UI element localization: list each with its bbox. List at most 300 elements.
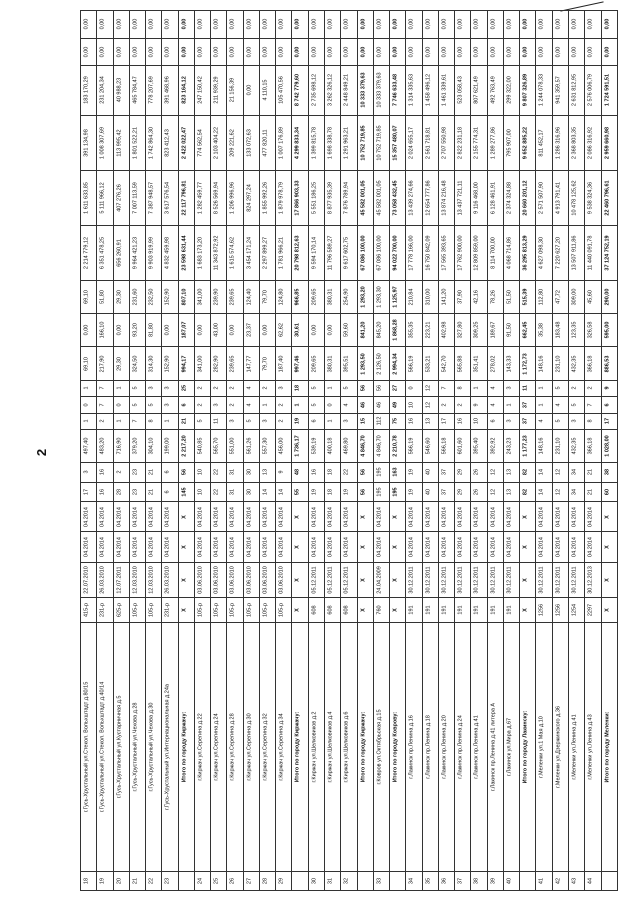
- total-cell: [357, 623, 373, 871]
- cell-text: 124,80: [278, 288, 285, 306]
- cell-text: 11: [213, 418, 220, 425]
- cell-text: 841,20: [359, 322, 366, 339]
- cell-text: 0,00: [359, 18, 366, 30]
- cell-text: 209,65: [310, 288, 317, 306]
- cell-text: 5: [245, 419, 252, 423]
- table-cell: [146, 598, 162, 623]
- total-cell: [601, 314, 618, 347]
- table-cell: [471, 115, 487, 170]
- table-cell: [585, 413, 601, 430]
- cell-text: г.Ковров ул.Октябрьская д.15: [376, 709, 383, 785]
- cell-text: 278,02: [489, 355, 496, 372]
- cell-text: 662,45: [522, 322, 529, 339]
- cell-text: 3 617 576,54: [164, 181, 171, 215]
- table-cell: [373, 871, 389, 890]
- table-cell: [113, 598, 129, 623]
- cell-text: 3: [262, 419, 269, 423]
- table-cell: [113, 463, 129, 482]
- table-cell: [308, 314, 324, 347]
- cell-text: 30.12.2011: [538, 566, 545, 594]
- cell-text: 04.2014: [489, 536, 496, 557]
- table-cell: [227, 482, 243, 501]
- cell-text: 40: [424, 469, 431, 476]
- cell-text: 811 452,17: [538, 129, 545, 157]
- cell-text: г.Киржач ул.Серегина д.30: [245, 713, 252, 781]
- table-cell: [227, 413, 243, 430]
- cell-text: 0,00: [489, 46, 496, 58]
- cell-text: г.Меленки ул.Ленина д.41: [571, 714, 578, 780]
- cell-text: 231,10: [554, 355, 561, 372]
- cell-text: 565,70: [213, 437, 220, 455]
- cell-text: 608: [310, 605, 317, 615]
- cell-text: 0: [83, 403, 90, 407]
- table-cell: [422, 226, 438, 281]
- total-cell: [178, 281, 194, 314]
- cell-text: 105-р: [229, 603, 236, 618]
- cell-text: 04.2014: [441, 536, 448, 557]
- table-cell: [146, 380, 162, 397]
- total-cell: [178, 871, 194, 890]
- cell-text: 17 866 903,33: [294, 180, 301, 216]
- cell-text: 9 594 170,14: [310, 237, 317, 270]
- table-cell: [536, 623, 552, 871]
- cell-text: 1: [473, 386, 480, 390]
- table-cell: [585, 463, 601, 482]
- table-cell: [406, 482, 422, 501]
- table-cell: [113, 501, 129, 531]
- table-cell: [341, 562, 357, 598]
- table-cell: [568, 170, 584, 225]
- cell-text: 13 439 274,66: [408, 180, 415, 216]
- total-cell: [292, 170, 308, 225]
- cell-text: 282,90: [213, 355, 220, 372]
- cell-text: 395,40: [473, 437, 480, 455]
- cell-text: 1 698 338,78: [327, 126, 334, 159]
- table-cell: [455, 623, 471, 871]
- cell-text: 254,90: [343, 288, 350, 306]
- table-cell: [406, 623, 422, 871]
- cell-text: 05.12.2011: [327, 566, 334, 594]
- cell-text: 0,00: [229, 325, 236, 336]
- cell-text: X: [603, 545, 610, 549]
- cell-text: 5 111 966,12: [99, 182, 106, 214]
- cell-text: 04.2014: [376, 506, 383, 527]
- cell-text: 79,70: [262, 356, 269, 371]
- table-cell: [422, 115, 438, 170]
- cell-text: 04.2014: [262, 536, 269, 557]
- total-cell: [520, 532, 536, 562]
- cell-text: 0,00: [294, 46, 301, 58]
- table-cell: [113, 623, 129, 871]
- cell-text: 4: [489, 403, 496, 407]
- table-cell: [536, 281, 552, 314]
- table-cell: [243, 482, 259, 501]
- total-cell: [601, 413, 618, 430]
- table-cell: [536, 314, 552, 347]
- total-cell: [520, 347, 536, 380]
- table-cell: [211, 314, 227, 347]
- table-cell: [259, 226, 275, 281]
- cell-text: 04.2014: [343, 506, 350, 527]
- table-cell: [97, 501, 113, 531]
- total-cell: [601, 397, 618, 414]
- cell-text: 04.2014: [473, 506, 480, 527]
- table-cell: [341, 482, 357, 501]
- cell-text: 7: [99, 386, 106, 390]
- total-cell: [292, 463, 308, 482]
- cell-text: 2 086 316,92: [587, 126, 594, 159]
- table-cell: [471, 226, 487, 281]
- cell-text: 456,00: [278, 437, 285, 455]
- table-cell: [243, 413, 259, 430]
- total-cell: [601, 501, 618, 531]
- cell-text: X: [603, 608, 610, 613]
- table-cell: [487, 115, 503, 170]
- cell-text: 105-р: [278, 603, 285, 618]
- cell-text: 9 807 326,89: [522, 74, 529, 107]
- field-row-8: [81, 430, 618, 463]
- cell-text: Итого по городу Лакинску:: [522, 710, 529, 784]
- table-cell: [373, 623, 389, 871]
- cell-text: 04.2014: [506, 536, 513, 557]
- table-cell: [259, 170, 275, 225]
- cell-text: 1: [115, 419, 122, 423]
- cell-text: 247 150,42: [197, 76, 204, 105]
- cell-text: 4: [245, 386, 252, 390]
- cell-text: 04.2014: [489, 506, 496, 527]
- table-cell: [211, 115, 227, 170]
- cell-text: 62,62: [278, 323, 285, 338]
- cell-text: 4 846,70: [359, 435, 366, 457]
- cell-text: 469,80: [343, 437, 350, 455]
- table-cell: [276, 623, 292, 871]
- cell-text: 22 460 796,61: [603, 180, 610, 216]
- cell-text: 0,00: [278, 18, 285, 30]
- cell-text: 143,33: [506, 355, 513, 372]
- cell-text: 04.2014: [554, 536, 561, 557]
- cell-text: 82: [522, 469, 529, 476]
- cell-text: 78,26: [489, 290, 496, 305]
- cell-text: 465 784,47: [132, 76, 139, 105]
- cell-text: 04.2014: [83, 536, 90, 557]
- table-cell: [568, 347, 584, 380]
- cell-text: 16: [99, 469, 106, 476]
- table-cell: [129, 11, 145, 39]
- cell-text: 561,26: [245, 437, 252, 455]
- total-cell: [601, 281, 618, 314]
- cell-text: 0,00: [392, 46, 399, 58]
- table-cell: [81, 11, 97, 39]
- cell-text: 04.2014: [473, 536, 480, 557]
- total-cell: [292, 66, 308, 116]
- total-cell: [390, 11, 406, 39]
- table-cell: [194, 380, 210, 397]
- table-cell: [113, 482, 129, 501]
- cell-text: X: [603, 578, 610, 582]
- table-cell: [211, 170, 227, 225]
- cell-text: 2: [197, 386, 204, 390]
- total-cell: [520, 623, 536, 871]
- table-cell: [227, 380, 243, 397]
- table-cell: [422, 38, 438, 66]
- table-cell: [568, 598, 584, 623]
- table-cell: [162, 532, 178, 562]
- cell-text: 239,65: [229, 355, 236, 372]
- cell-text: 31: [229, 488, 236, 495]
- cell-text: 540,85: [197, 437, 204, 455]
- table-cell: [324, 397, 340, 414]
- cell-text: 7 876 789,94: [343, 181, 350, 215]
- cell-text: 0,00: [180, 18, 187, 30]
- total-cell: [357, 413, 373, 430]
- total-cell: [520, 562, 536, 598]
- cell-text: 566,19: [408, 355, 415, 372]
- table-cell: [455, 170, 471, 225]
- cell-text: 0,00: [229, 46, 236, 58]
- table-cell: [487, 347, 503, 380]
- table-cell: [129, 66, 145, 116]
- table-cell: [585, 347, 601, 380]
- cell-text: 0,00: [538, 18, 545, 30]
- cell-text: 0,00: [571, 46, 578, 58]
- table-cell: [243, 463, 259, 482]
- table-cell: [471, 623, 487, 871]
- cell-text: 26: [229, 877, 236, 884]
- table-cell: [308, 226, 324, 281]
- table-cell: [97, 347, 113, 380]
- table-cell: [276, 380, 292, 397]
- table-cell: [503, 413, 519, 430]
- table-cell: [129, 115, 145, 170]
- total-cell: [357, 281, 373, 314]
- cell-text: 30: [310, 877, 317, 884]
- cell-text: X: [294, 608, 301, 613]
- table-cell: [308, 115, 324, 170]
- table-cell: [129, 226, 145, 281]
- cell-text: 0,00: [213, 18, 220, 30]
- cell-text: 04.2014: [213, 536, 220, 557]
- cell-text: 0,00: [197, 46, 204, 58]
- table-cell: [146, 623, 162, 871]
- table-cell: [113, 115, 129, 170]
- cell-text: X: [392, 608, 399, 613]
- cell-text: 183 170,29: [83, 76, 90, 105]
- table-cell: [308, 871, 324, 890]
- table-cell: [259, 598, 275, 623]
- cell-text: 0,00: [327, 18, 334, 30]
- cell-text: 2 103 404,22: [213, 126, 220, 159]
- table-cell: [227, 397, 243, 414]
- cell-text: 12 654 777,86: [424, 180, 431, 216]
- table-cell: [471, 463, 487, 482]
- table-cell: [324, 380, 340, 397]
- table-cell: [243, 115, 259, 170]
- cell-text: 0,00: [245, 46, 252, 58]
- cell-text: 823 412,43: [164, 129, 171, 157]
- cell-text: 380,31: [327, 355, 334, 372]
- cell-text: 7 220 627,20: [554, 237, 561, 270]
- cell-text: 8 114 700,00: [489, 237, 496, 270]
- table-cell: [324, 430, 340, 463]
- cell-text: 5: [148, 403, 155, 407]
- table-cell: [276, 347, 292, 380]
- total-cell: [601, 115, 618, 170]
- cell-text: 2 448 849,21: [343, 74, 350, 107]
- cell-text: X: [392, 578, 399, 582]
- table-cell: [129, 347, 145, 380]
- cell-text: 10: [197, 469, 204, 476]
- table-cell: [487, 226, 503, 281]
- table-cell: [324, 871, 340, 890]
- table-cell: [406, 347, 422, 380]
- cell-text: 14: [538, 488, 545, 495]
- total-cell: [178, 397, 194, 414]
- cell-text: 29: [457, 488, 464, 495]
- table-cell: [552, 38, 568, 66]
- cell-text: 2 368 803,35: [571, 126, 578, 159]
- cell-text: 5: [343, 386, 350, 390]
- table-cell: [162, 11, 178, 39]
- table-cell: [113, 66, 129, 116]
- cell-text: X: [294, 514, 301, 519]
- cell-text: 1 314 335,63: [408, 74, 415, 107]
- cell-text: 105 470,56: [278, 76, 285, 105]
- cell-text: 43: [571, 877, 578, 884]
- cell-text: 400,18: [327, 437, 334, 455]
- cell-text: 04.2014: [457, 536, 464, 557]
- cell-text: г.Лакинск пр.Ленина д.16: [408, 715, 415, 779]
- cell-text: 51,80: [99, 290, 106, 305]
- field-row-16: [81, 170, 618, 225]
- cell-text: 6: [310, 419, 317, 423]
- table-cell: [503, 463, 519, 482]
- cell-text: 30.12.2011: [571, 566, 578, 594]
- cell-text: 231 204,34: [99, 76, 106, 105]
- cell-text: 8: [148, 419, 155, 423]
- cell-text: 6 351 478,25: [99, 237, 106, 270]
- cell-text: 21: [180, 418, 187, 425]
- table-cell: [308, 413, 324, 430]
- cell-text: 21: [587, 469, 594, 476]
- total-cell: [357, 871, 373, 890]
- table-cell: [146, 562, 162, 598]
- table-cell: [568, 463, 584, 482]
- cell-text: 546,60: [424, 437, 431, 455]
- cell-text: Итого по городу Киржачу:: [180, 711, 187, 783]
- table-cell: [276, 562, 292, 598]
- table-cell: [194, 347, 210, 380]
- table-cell: [552, 281, 568, 314]
- cell-text: 191: [457, 605, 464, 615]
- table-cell: [585, 170, 601, 225]
- table-cell: [585, 482, 601, 501]
- cell-text: 04.2014: [571, 506, 578, 527]
- cell-text: 432,35: [571, 355, 578, 372]
- table-cell: [308, 501, 324, 531]
- cell-text: 366,18: [587, 355, 594, 372]
- cell-text: 4 846,70: [376, 435, 383, 457]
- cell-text: 4: [343, 403, 350, 407]
- table-cell: [194, 871, 210, 890]
- cell-text: Итого по городу Киржачу:: [359, 711, 366, 783]
- cell-text: 0,00: [83, 46, 90, 58]
- cell-text: 26.03.2010: [164, 566, 171, 594]
- cell-text: 35,38: [538, 323, 545, 338]
- cell-text: 67 086 100,00: [359, 235, 366, 271]
- cell-text: 30.12.2011: [457, 566, 464, 594]
- cell-text: 1 742 864,30: [148, 126, 155, 159]
- total-cell: [292, 532, 308, 562]
- table-cell: [259, 562, 275, 598]
- cell-text: 148,16: [538, 355, 545, 372]
- table-cell: [438, 226, 454, 281]
- cell-text: 209,65: [310, 355, 317, 372]
- cell-text: 26: [473, 469, 480, 476]
- field-row-10: [81, 397, 618, 414]
- cell-text: г.Киржач ул.Серегина д.24: [213, 713, 220, 781]
- total-cell: [390, 532, 406, 562]
- total-cell: [178, 532, 194, 562]
- cell-text: 18: [83, 877, 90, 884]
- cell-text: 56: [180, 469, 187, 476]
- cell-text: 2 210,78: [392, 435, 399, 457]
- cell-text: 12.03.2010: [132, 566, 139, 594]
- cell-text: 0,00: [310, 18, 317, 30]
- cell-text: X: [603, 514, 610, 519]
- cell-text: 141,20: [441, 288, 448, 306]
- cell-text: 187,07: [180, 322, 187, 339]
- cell-text: 79,70: [262, 290, 269, 305]
- cell-text: 595,00: [603, 322, 610, 339]
- table-cell: [503, 38, 519, 66]
- table-cell: [146, 463, 162, 482]
- table-cell: [438, 347, 454, 380]
- table-cell: [406, 38, 422, 66]
- cell-text: 145: [180, 487, 187, 497]
- register-table-container: [80, 10, 618, 890]
- total-cell: [178, 623, 194, 871]
- table-cell: [324, 482, 340, 501]
- cell-text: 5: [310, 386, 317, 390]
- cell-text: X: [180, 608, 187, 613]
- table-cell: [341, 598, 357, 623]
- table-cell: [259, 501, 275, 531]
- cell-text: 12: [424, 401, 431, 408]
- table-cell: [162, 314, 178, 347]
- table-cell: [341, 115, 357, 170]
- total-cell: [601, 66, 618, 116]
- cell-text: 03.06.2010: [229, 566, 236, 594]
- table-cell: [227, 562, 243, 598]
- table-cell: [308, 430, 324, 463]
- table-cell: [81, 226, 97, 281]
- table-cell: [113, 170, 129, 225]
- table-cell: [81, 430, 97, 463]
- table-cell: [308, 66, 324, 116]
- total-cell: [520, 430, 536, 463]
- cell-text: 14: [278, 488, 285, 495]
- total-cell: [601, 11, 618, 39]
- table-cell: [308, 38, 324, 66]
- table-cell: [536, 38, 552, 66]
- table-cell: [373, 532, 389, 562]
- table-cell: [406, 170, 422, 225]
- table-cell: [341, 281, 357, 314]
- cell-text: 0,00: [99, 18, 106, 30]
- total-cell: [520, 38, 536, 66]
- total-cell: [357, 397, 373, 414]
- cell-text: 0,00: [506, 18, 513, 30]
